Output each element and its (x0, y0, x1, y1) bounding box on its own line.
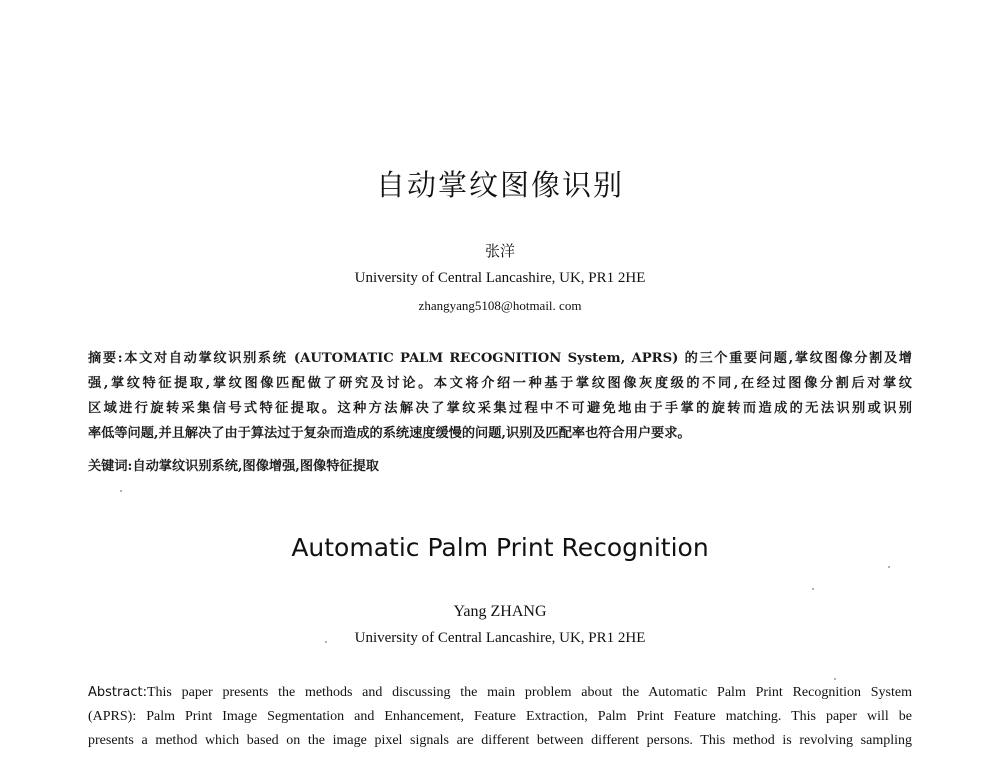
scan-speck (120, 490, 122, 492)
chinese-abstract-line-4: 率低等问题,并且解决了由于算法过于复杂而造成的系统速度缓慢的问题,识别及匹配率也符合用户要求。 (88, 426, 691, 441)
chinese-abstract (88, 346, 912, 446)
english-author: Yang ZHANG (453, 603, 547, 620)
english-abstract (88, 681, 912, 753)
chinese-abstract-text-1: 本文对自动掌纹识别系统 (AUTOMATIC PALM RECOGNITION System, APRS) 的三个重要问题,掌纹图像分割及增 (122, 351, 912, 366)
english-abstract-line-3: presents a method which based on the image pixel signals are different between different persons. This method is revolving sampling (88, 733, 912, 748)
chinese-author: 张洋 (484, 242, 515, 260)
chinese-abstract-line-1 (88, 346, 912, 371)
english-affiliation: University of Central Lancashire, UK, PR1 2HE (354, 630, 646, 646)
scan-speck (812, 588, 814, 590)
chinese-keywords (88, 455, 912, 474)
chinese-abstract-label: 摘要: (88, 351, 123, 366)
scan-speck (325, 641, 327, 643)
english-abstract-line-1 (88, 681, 912, 705)
chinese-keywords-text: 自动掌纹识别系统,图像增强,图像特征提取 (132, 459, 379, 474)
chinese-abstract-line-3: 区域进行旋转采集信号式特征提取。这种方法解决了掌纹采集过程中不可避免地由于手掌的旋转而造成的无法识别或识别 (88, 401, 912, 416)
chinese-abstract-line-2: 强,掌纹特征提取,掌纹图像匹配做了研究及讨论。本文将介绍一种基于掌纹图像灰度级的不同,在经过图像分割后对掌纹 (88, 376, 912, 391)
chinese-keywords-label: 关键词: (88, 459, 133, 474)
scan-speck (834, 678, 836, 680)
chinese-email: zhangyang5108@hotmail. com (418, 298, 582, 313)
english-abstract-line-2: (APRS): Palm Print Image Segmentation and Enhancement, Feature Extraction, Palm Print Feature matching. This paper will be (88, 709, 912, 724)
english-abstract-label: Abstract: (88, 685, 147, 700)
english-abstract-text-1: This paper presents the methods and discussing the main problem about the Automatic Palm Print Recognition System (146, 685, 912, 700)
chinese-affiliation: University of Central Lancashire, UK, PR1 2HE (354, 270, 646, 286)
english-title: Automatic Palm Print Recognition (291, 533, 709, 562)
chinese-title: 自动掌纹图像识别 (375, 168, 624, 202)
scan-speck (888, 566, 890, 568)
